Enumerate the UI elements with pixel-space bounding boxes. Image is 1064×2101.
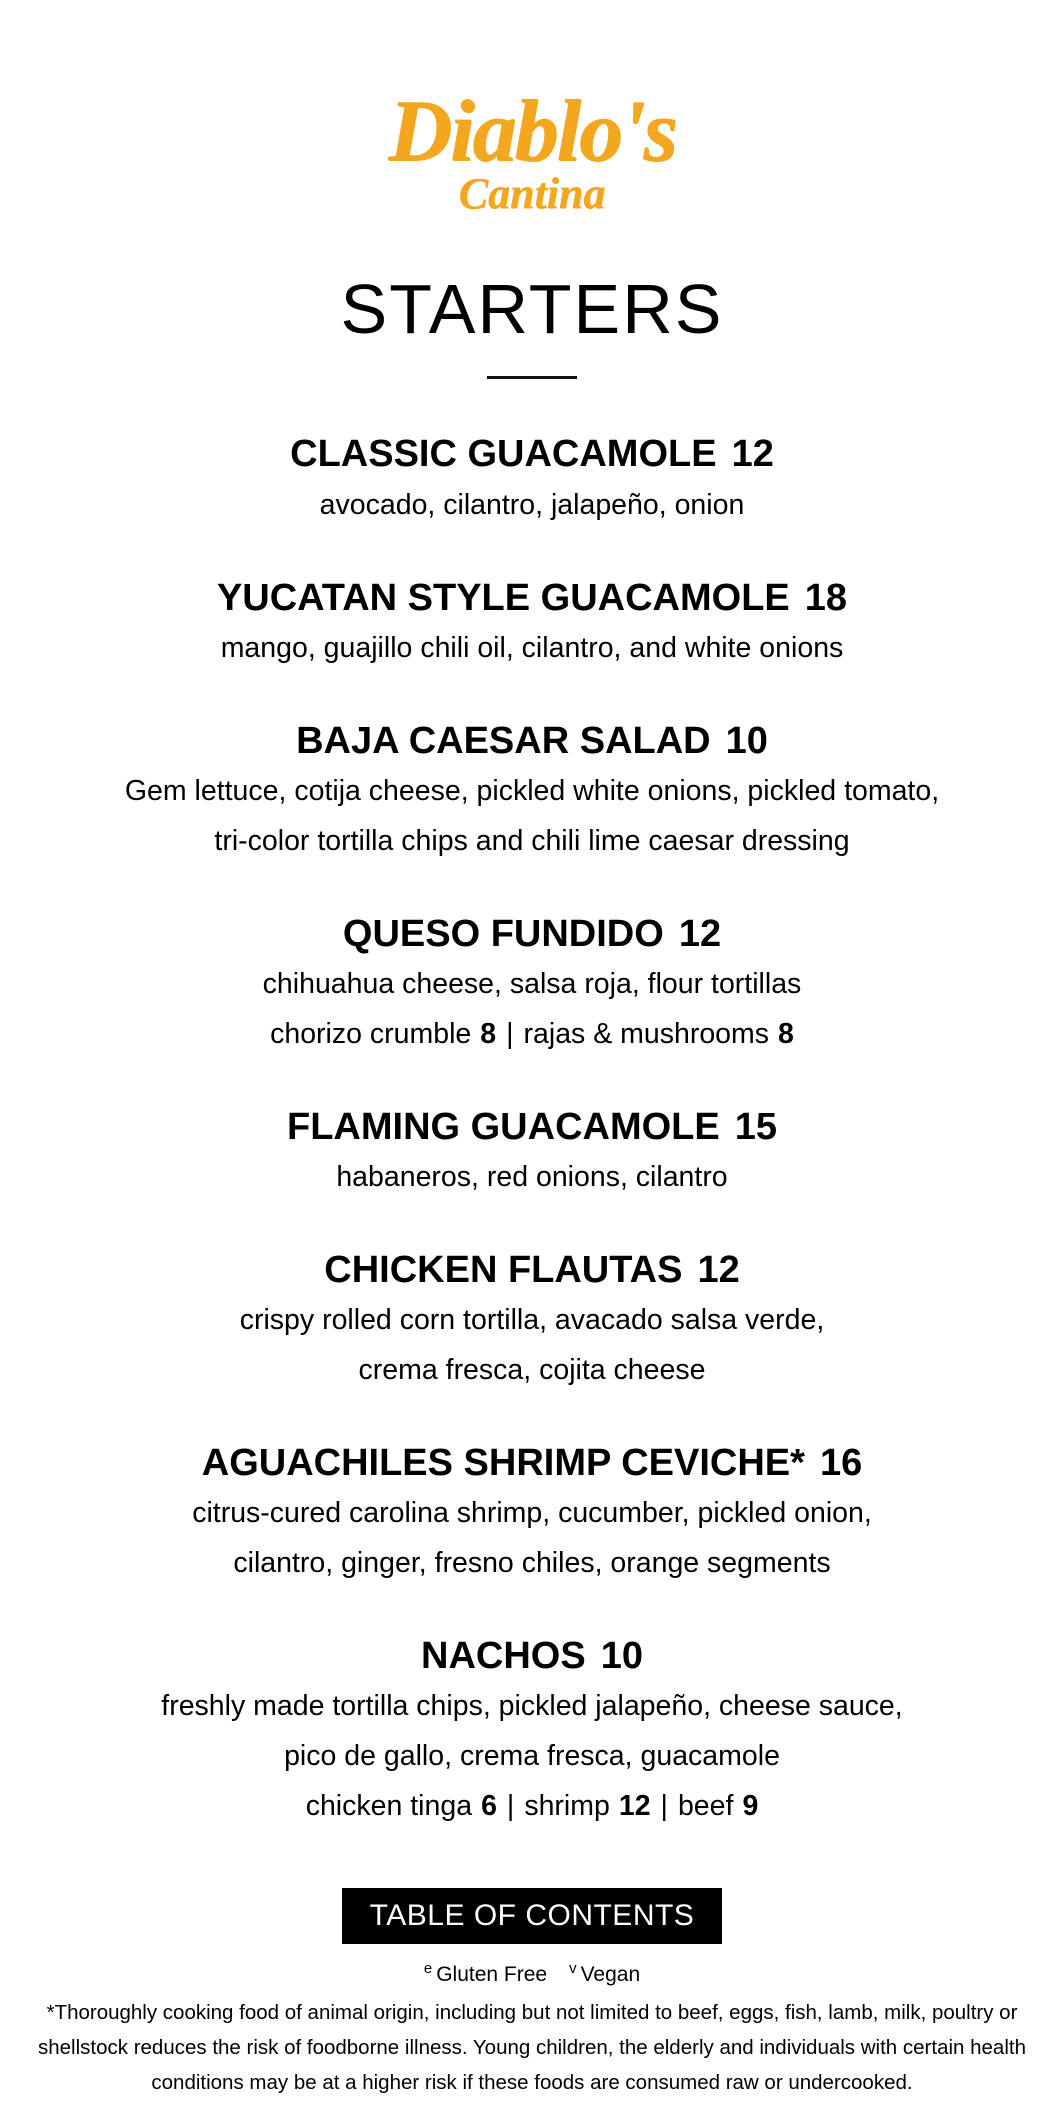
menu-item-description-line: freshly made tortilla chips, pickled jalapeño, cheese sauce, (161, 1690, 903, 1723)
menu-item-addons (0, 1782, 1064, 1832)
legend-symbol: e (423, 1960, 433, 1978)
menu-item-price: 18 (804, 576, 848, 619)
addon-price: 8 (480, 1017, 497, 1050)
menu-item (0, 573, 1064, 674)
menu-item-price: 12 (678, 912, 722, 955)
menu-item-title (0, 909, 1064, 960)
menu-item (0, 429, 1064, 530)
menu-item-title (0, 429, 1064, 480)
menu-item-title (0, 1631, 1064, 1682)
addon-price: 6 (481, 1790, 497, 1823)
menu-item-description-line: citrus-cured carolina shrimp, cucumber, pickled onion, (192, 1497, 872, 1530)
menu-item-price: 10 (600, 1635, 643, 1678)
addon-label: beef (677, 1790, 734, 1823)
dietary-legend (0, 1960, 1064, 1987)
legend-item (569, 1960, 641, 1987)
menu-item-addons (0, 1010, 1064, 1060)
title-divider (487, 376, 577, 379)
menu-item-description-line: habaneros, red onions, cilantro (336, 1161, 728, 1194)
menu-item (0, 716, 1064, 867)
disclaimer-line: conditions may be at a higher risk if these foods are consumed raw or undercooked. (151, 2070, 913, 2094)
menu-item-description-line: crema fresca, cojita cheese (358, 1354, 706, 1387)
menu-item-name: YUCATAN STYLE GUACAMOLE (216, 576, 790, 619)
addon-price: 9 (742, 1790, 759, 1823)
menu-item-name: CHICKEN FLAUTAS (324, 1249, 683, 1291)
menu-item-description-line: cilantro, ginger, fresno chiles, orange segments (233, 1547, 831, 1580)
menu-item-title (0, 1438, 1064, 1489)
menu-item-title (0, 573, 1064, 624)
menu-item-price: 15 (734, 1105, 777, 1148)
addon-separator: | (660, 1790, 668, 1823)
menu-item-name: BAJA CAESAR SALAD (296, 719, 711, 762)
menu-item-title (0, 1245, 1064, 1296)
menu-item-name: NACHOS (421, 1635, 586, 1678)
menu-item-description-line: pico de gallo, crema fresca, guacamole (284, 1740, 780, 1773)
table-of-contents-button[interactable]: TABLE OF CONTENTS (342, 1888, 723, 1944)
menu-item-description-line: Gem lettuce, cotija cheese, pickled white onions, pickled tomato, (124, 775, 940, 808)
menu-item-name: AGUACHILES SHRIMP CEVICHE* (201, 1442, 805, 1485)
logo-name-text: Diablo's (388, 83, 676, 180)
disclaimer-line: shellstock reduces the risk of foodborne illness. Young children, the elderly and individuals with certain health (37, 2036, 1026, 2060)
menu-item-description-line: tri-color tortilla chips and chili lime caesar dressing (214, 824, 850, 857)
addon-label: chicken tinga (305, 1790, 473, 1823)
menu-item-name: FLAMING GUACAMOLE (286, 1105, 720, 1148)
menu-item-price: 12 (697, 1249, 740, 1291)
menu-item-price: 10 (725, 719, 768, 762)
menu-item-name: CLASSIC GUACAMOLE (290, 433, 717, 476)
addon-label: chorizo crumble (270, 1017, 472, 1050)
menu-item (0, 909, 1064, 1060)
addon-label: shrimp (524, 1790, 610, 1823)
legend-label: Vegan (580, 1963, 641, 1987)
menu-item-price: 16 (819, 1442, 863, 1485)
legend-item (423, 1960, 548, 1987)
health-disclaimer (0, 1996, 1064, 2101)
addon-price: 12 (618, 1790, 651, 1823)
menu-item-price: 12 (731, 433, 774, 476)
menu-item-description-line: crispy rolled corn tortilla, avacado salsa verde, (239, 1304, 825, 1337)
addon-label: rajas & mushrooms (523, 1017, 770, 1050)
menu-item (0, 1245, 1064, 1396)
menu-item-description-line: mango, guajillo chili oil, cilantro, and white onions (220, 631, 844, 664)
addon-separator: | (506, 1790, 515, 1823)
disclaimer-line: *Thoroughly cooking food of animal origin, including but not limited to beef, eggs, fish, lamb, milk, poultry or (46, 2001, 1018, 2025)
menu-item-name: QUESO FUNDIDO (342, 912, 664, 955)
menu-item (0, 1102, 1064, 1203)
legend-label: Gluten Free (436, 1963, 548, 1987)
menu-item (0, 1438, 1064, 1589)
addon-price: 8 (778, 1017, 794, 1050)
page-title: STARTERS (340, 270, 724, 349)
menu-item-title (0, 1102, 1064, 1153)
menu-item-description-line: avocado, cilantro, jalapeño, onion (319, 488, 745, 521)
addon-separator: | (506, 1017, 514, 1050)
legend-symbol: v (569, 1960, 577, 1978)
menu-item (0, 1631, 1064, 1832)
menu-item-title (0, 716, 1064, 767)
menu-list (0, 429, 1064, 1832)
logo-cantina-text: Cantina (458, 169, 606, 219)
restaurant-logo (0, 83, 1064, 219)
menu-item-description-line: chihuahua cheese, salsa roja, flour tortillas (262, 968, 802, 1001)
